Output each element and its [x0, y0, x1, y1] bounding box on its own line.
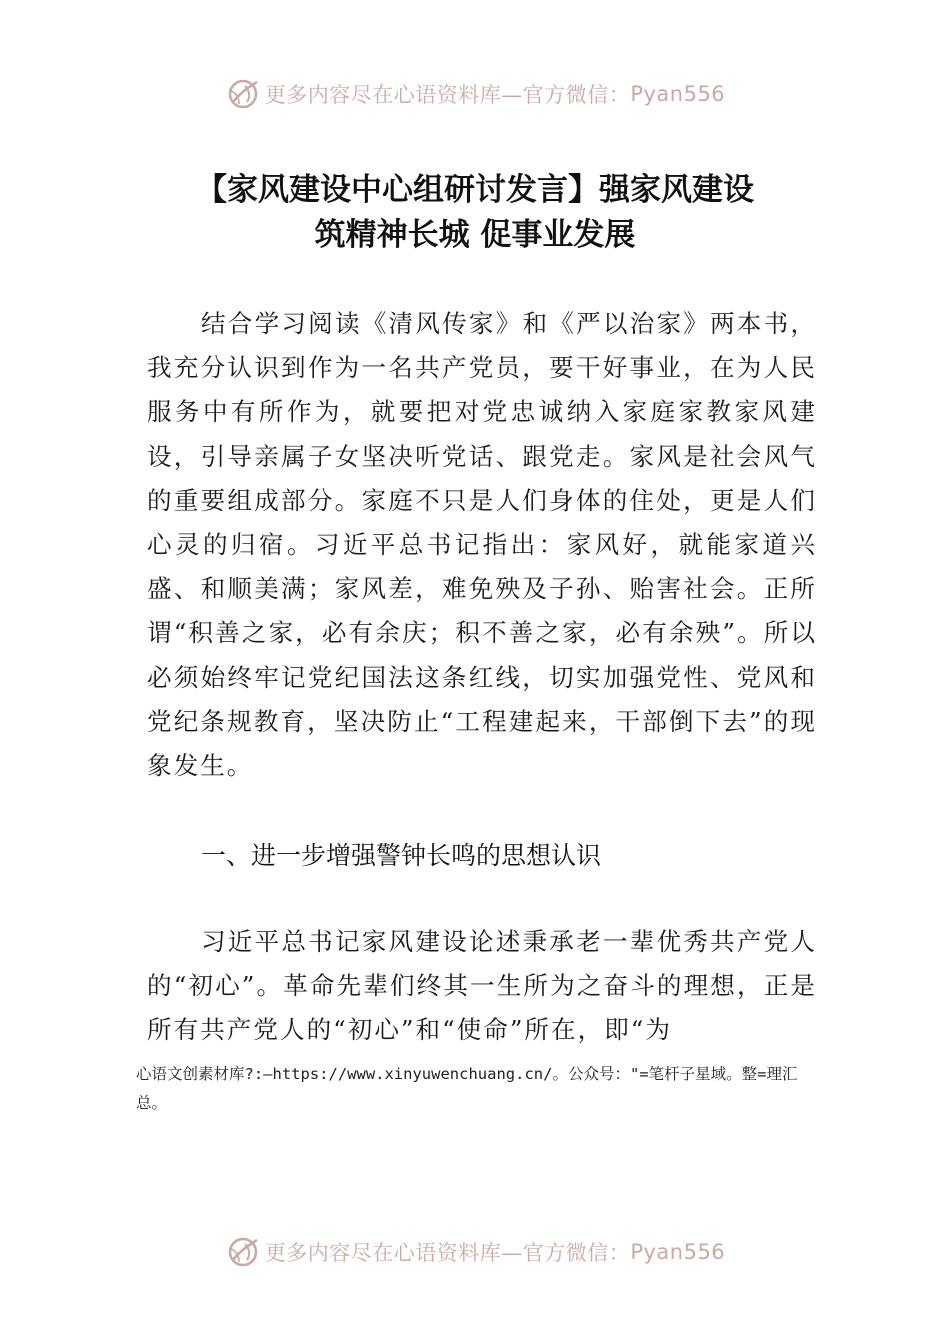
section-heading-1: 一、进一步增强警钟长鸣的思想认识 — [201, 841, 602, 870]
source-footer-note: 心语文创素材库?:—https://www.xinyuwenchuang.cn/。公众号："=笔杆子星域。整=理汇总。 — [136, 1065, 798, 1112]
banner-text: 更多内容尽在心语资料库—官方微信： — [264, 83, 631, 107]
section-1-paragraph: 习近平总书记家风建设论述秉承老一辈优秀共产党人的“初心”。革命先辈们终其一生所为之奋斗的理想，正是所有共产党人的“初心”和“使命”所在，即“为 — [147, 927, 817, 1045]
quill-swirl-logo — [225, 1234, 261, 1270]
title-line-1: 【家风建设中心组研讨发言】强家风建设 — [196, 172, 754, 208]
intro-paragraph: 结合学习阅读《清风传家》和《严以治家》两本书，我充分认识到作为一名共产党员，要干好事业，在为人民服务中有所作为，就要把对党忠诚纳入家庭家教家风建设，引导亲属子女坚决听党话、跟党走。家风是社会风气的重要组成部分。家庭不只是人们身体的住处，更是人们心灵的归宿。习近平总书记指出：家风好，就能家道兴盛、和顺美满；家风差，难免殃及子孙、贻害社会。正所谓“积善之家，必有余庆；积不善之家，必有余殃”。所以必须始终牢记党纪国法这条红线，切实加强党性、党风和党纪条规教育，坚决防止“工程建起来，干部倒下去”的现象发生。 — [147, 309, 817, 781]
title-line-2: 筑精神长城 促事业发展 — [314, 217, 636, 253]
page-title — [130, 168, 820, 258]
banner-wechat-id: Pyan556 — [630, 82, 726, 106]
banner-text: 更多内容尽在心语资料库—官方微信： — [264, 1241, 631, 1265]
banner-wechat-id: Pyan556 — [630, 1240, 726, 1264]
quill-swirl-logo — [225, 76, 261, 112]
footer-watermark-banner — [0, 1232, 950, 1272]
header-watermark-banner — [0, 74, 950, 114]
